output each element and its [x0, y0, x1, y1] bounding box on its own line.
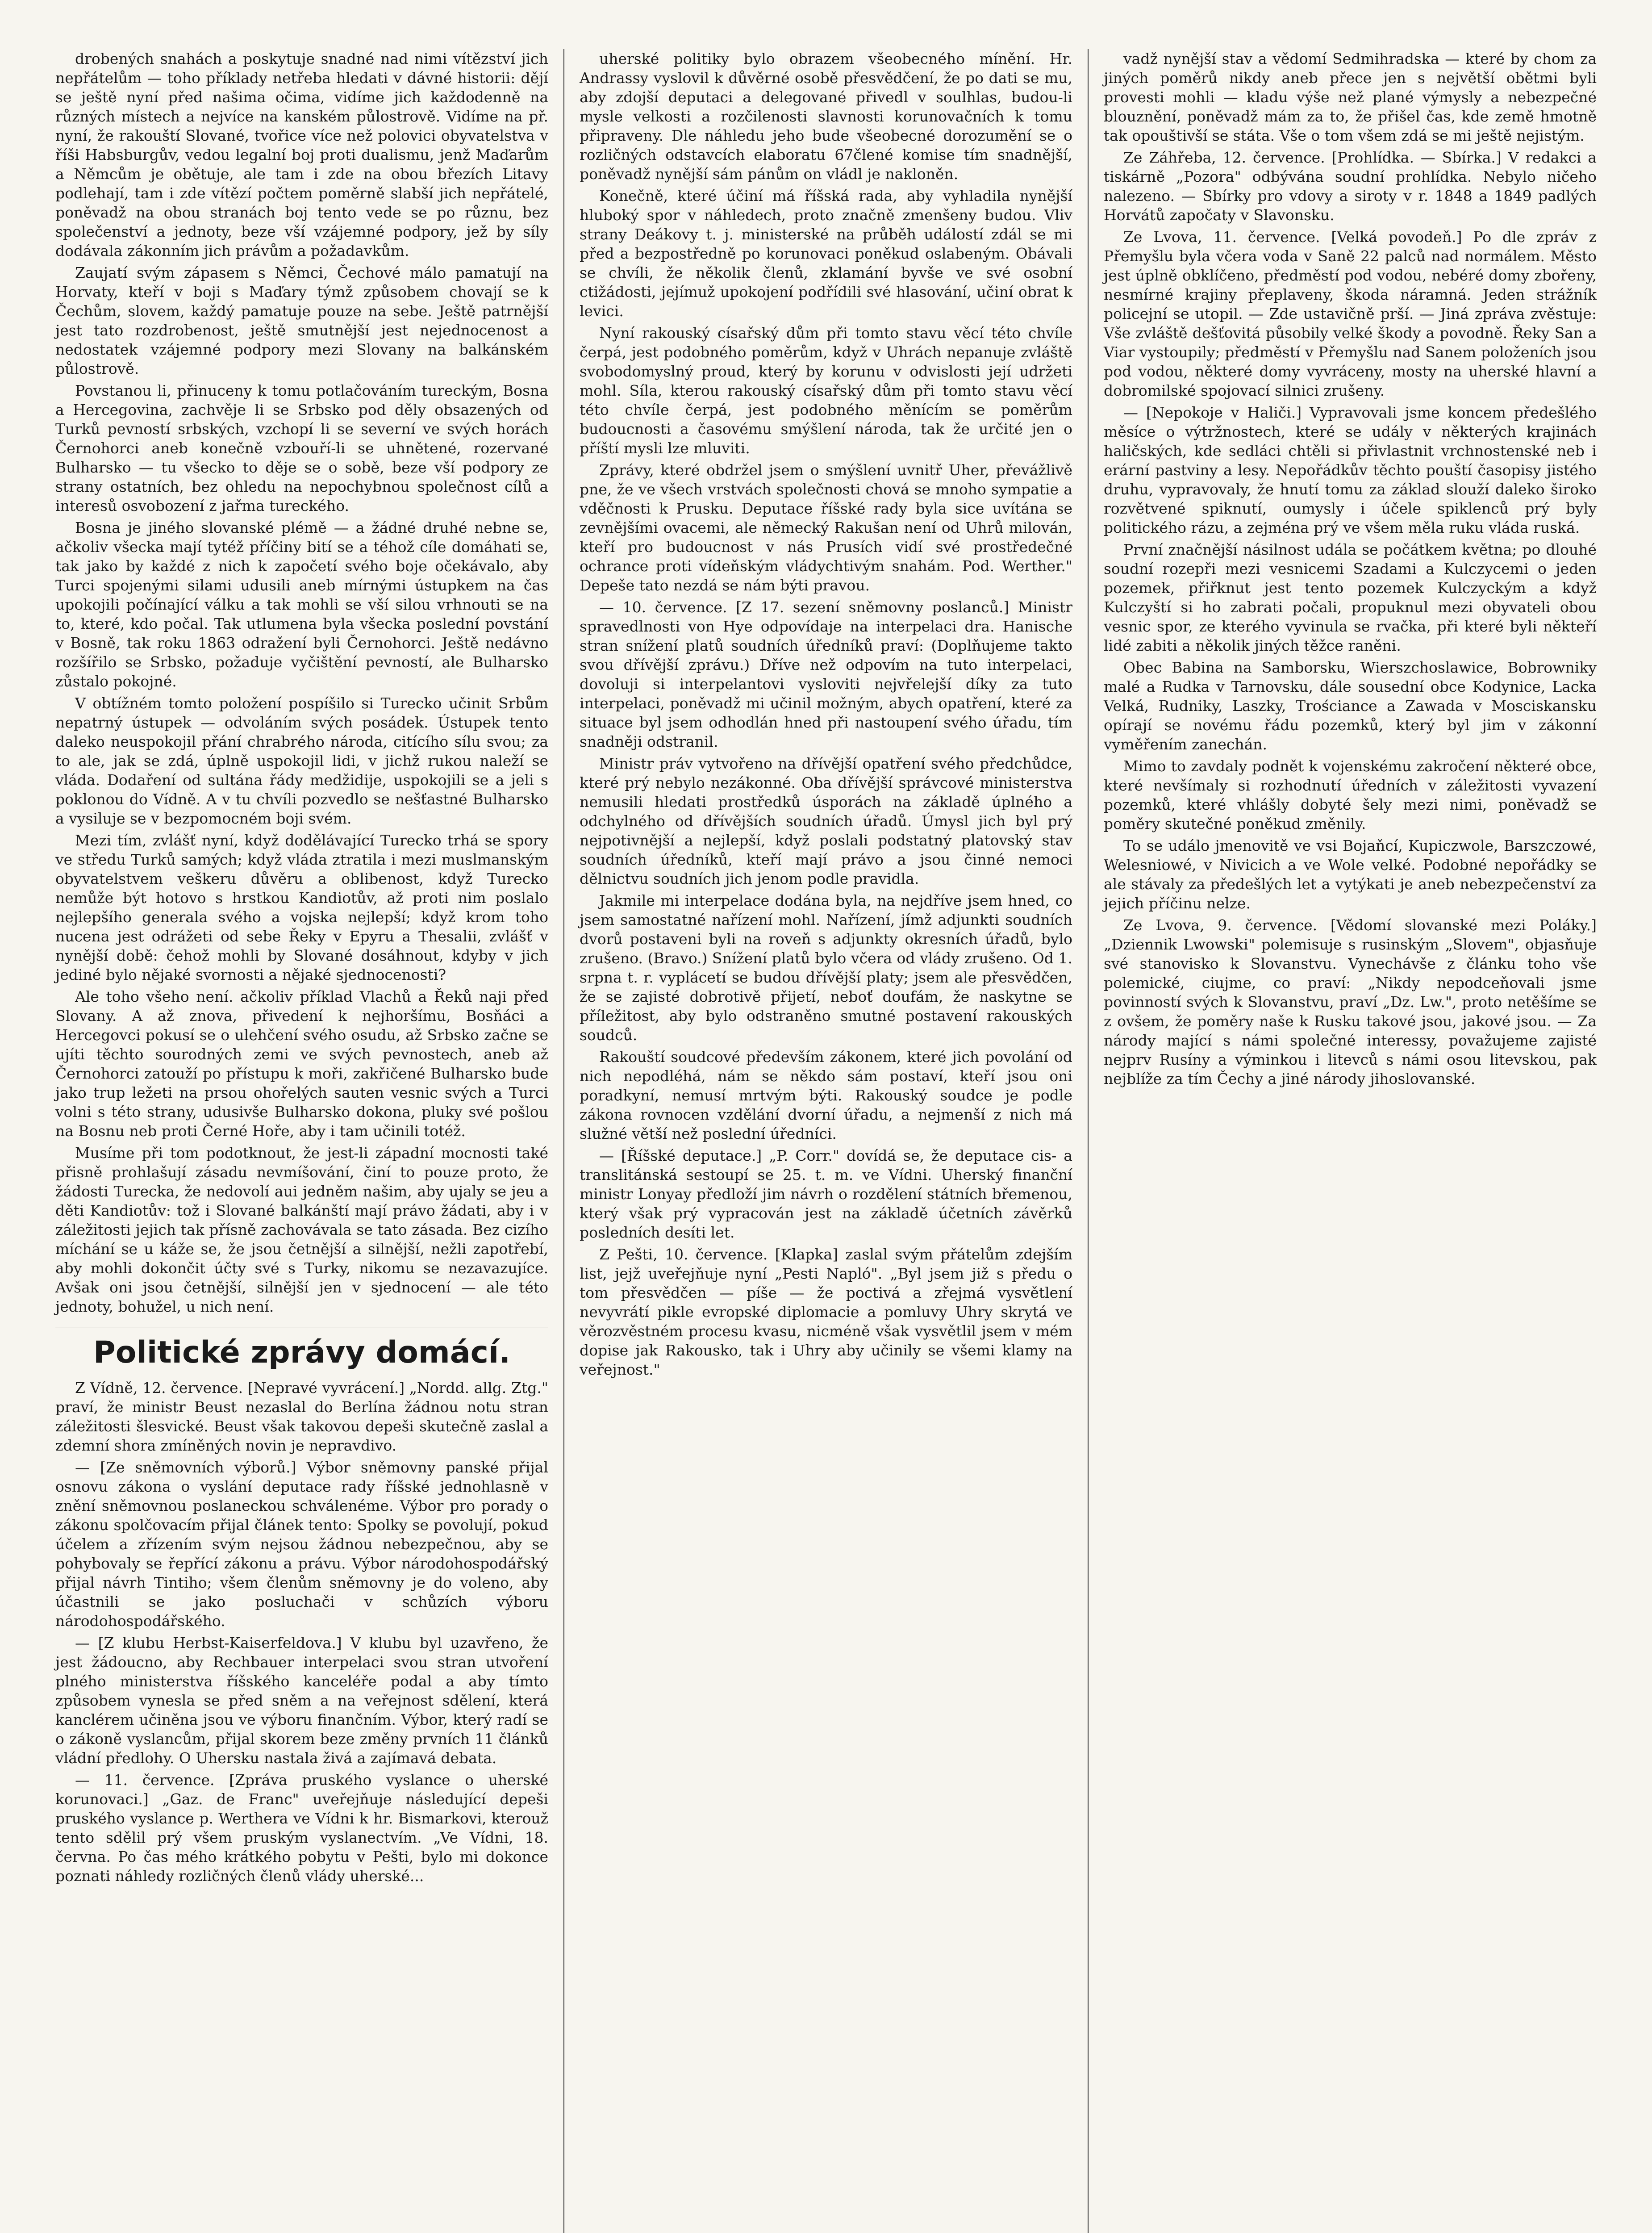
- page-columns: [40, 49, 1612, 2233]
- paragraph: drobených snahách a poskytuje snadné nad nimi vítězství jich nepřátelům — toho příklady netřeba hledati v dávné historii: dějí se ještě nyní před našima očima, vidíme jich každodenně na různých místech a nejvíce na kanském půlostrově. Vidíme na př. nyní, že rakouští Slované, tvořice více než polovici obyvatelstva v říši Habsburgův, vedou legalní boj proti dualismu, jenž Maďarům a Němcům je obětuje, ale tam i zde na obou březích Litavy podlehají, tam i zde vítězí počtem poměrně slabší jich nepřátelé, poněvadž na obou stranách boj tento vede se po různu, bez společenství a jednoty, beze vší vzájemné podpory, jež by síly dodávala zákonním jich právům a požadavkům.: [55, 50, 548, 259]
- paragraph: Zprávy, které obdržel jsem o smýšlení uvnitř Uher, převážlivě pne, že ve všech vrstvách společnosti chová se mnoho sympatie a vděčnosti k Prusku. Deputace říšské rady byla sice uvítána se zevnějšími ovacemi, ale německý Rakušan není od Uhrů milován, kteří pro budoucnost v nás Prusích vidí své prostředečné ochrance proti vídeňským vládychtivým snahám. Pod. Werther." Depeše tato nezdá se nám býti pravou.: [580, 461, 1072, 594]
- paragraph: Jakmile mi interpelace dodána byla, na nejdříve jsem hned, co jsem samostatné nařízení mohl. Nařízení, jímž adjunkti soudních dvorů postaveni byli na roveň s adjunkty okresních úřadů, bylo zrušeno. (Bravo.) Snížení platů bylo včera od vlády zrušeno. Od 1. srpna t. r. vyplácetí se budou dřívější platy; jsem ale přesvědčen, že se zajisté dobrotivě přijetí, neboť doufám, že naskytne se příležitost, aby bylo odstraněno smutné postavení rakouských soudců.: [580, 892, 1072, 1044]
- paragraph: — [Z klubu Herbst-Kaiserfeldova.] V klubu byl uzavřeno, že jest žádoucno, aby Rechbauer interpelaci svou stran utvoření plného ministerstva říšského kanceléře podal a aby tímto způsobem vynesla se před sněm a na veřejnost sdělení, která kanclérem učiněna jsou ve výboru finančním. Výbor, který radí se o zákoně vyslancům, přijal skorem beze změny prvních 11 článků vládní předlohy. O Uhersku nastala živá a zajímavá debata.: [55, 1634, 548, 1767]
- paragraph: Obec Babina na Samborsku, Wierszchoslawice, Bobrowniky malé a Rudka v Tarnovsku, dále sousední obce Kodynice, Lacka Velká, Rudniky, Laszky, Trościance a Zawada v Mosciskansku opírají se novému řádu pozemků, který byl jim v zákonní vyměřením zanechán.: [1104, 659, 1597, 753]
- paragraph: Mimo to zavdaly podnět k vojenskému zakročení některé obce, které nevšímaly si rozhodnutí úředních v záležitosti vyvazení pozemků, které vhlášly dobyté šely mezi nimi, poněvadž se poměry skutečné poněkud změnily.: [1104, 757, 1597, 832]
- paragraph: Povstanou li, přinuceny k tomu potlačováním tureckým, Bosna a Hercegovina, zachvěje li se Srbsko pod děly obsazených od Turků pevností srbských, vzchopí li se severní ve svých horách Černohorci aneb konečně vzbouří-li se uhnětené, rozervané Bulharsko — tu všecko to děje se o sobě, beze vší podpory ze strany ostatních, bez ohledu na nepochybnou společnost cílů a interesů osvobození z jařma tureckého.: [55, 382, 548, 514]
- paragraph: Ministr práv vytvořeno na dřívější opatření svého předchůdce, které prý nebylo nezákonné. Oba dřívější správcové ministerstva nemusili hledati prostředků úsporách na základě úplného a odchylného od dřívějších soudních úřadů. Úmysl jich byl prý nejpotivnější a nejlepší, když poslali podstatný platovský stav soudních úředníků, kteří mají právo a jsou činné nemoci dělnictvu soudních jich jenom podle pravidla.: [580, 755, 1072, 887]
- paragraph: Konečně, které účiní má říšská rada, aby vyhladila nynější hluboký spor v náhledech, proto značně zmenšeny budou. Vliv strany Deákovy t. j. ministerské na průběh událostí zdál se mi před a bezpostředně po korunovaci poněkud oslabeným. Obávali se chvíli, že několik členů, zklamání byvše ve své osobní ctižádosti, jejímuž upokojení podřídili své hlasování, učiní obrat k levici.: [580, 187, 1072, 320]
- paragraph: Ze Lvova, 11. července. [Velká povodeň.] Po dle zpráv z Přemyšlu byla včera voda v Saně 22 palců nad normálem. Město jest úplně obklíčeno, předměstí pod vodou, nebéré domy zbořeny, nesmírné krajiny přeplaveny, škoda náramná. Jeden strážník policejní se utopil. — Zde ustavičně prší. — Jiná zpráva zvěstuje: Vše zvláště dešťovitá působily velké škody a povodně. Řeky San a Viar vystoupily; předměstí v Přemyšlu nad Sanem položeních jsou pod vodou, některé domy vyvráceny, mosty na uherské hlavní a dobromilské spojovací silnici zrušeny.: [1104, 228, 1597, 399]
- paragraph: Rakouští soudcové především zákonem, které jich povolání od nich nepodléhá, nám se někdo sám postaví, kteří jsou oni poradkyní, nemusí mrtvým býti. Rakouský soudce je podle zákona rovnocen vzdělání dvorní úřadu, a nejmenší z nich má služné větší než poslední úředníci.: [580, 1048, 1072, 1142]
- column-middle: [563, 49, 1088, 2233]
- paragraph: — 10. července. [Z 17. sezení sněmovny poslanců.] Ministr spravedlnosti von Hye odpovídaje na interpelaci dra. Hanische stran snížení platů soudních úředníků praví: (Doplňujeme takto svou dřívější zprávu.) Dříve než odpovím na tuto interpelaci, dovoluji si interpelantovi vysloviti nejvřelejší díky za tuto interpelaci, poněvadž mi učinil možným, abych opatření, které za situace byl jsem odhodlán hned při nastoupení svého úřadu, tím snadněji odstranil.: [580, 598, 1072, 750]
- paragraph: — [Nepokoje v Haliči.] Vypravovali jsme koncem předešlého měsíce o výtržnostech, které se udály v některých krajinách haličských, kde sedláci chtěli si přivlastnit vrchnostenské neb i erární pastviny a lesy. Nepořádkův těchto pouští časopisy jistého druhu, vypravovaly, že hnutí tomu za základ slouží daleko široko rozvětvené spiknutí, oumysly i účele spiklenců prý byly politického rázu, a zejména prý ve všem měla ruku vláda ruská.: [1104, 404, 1597, 536]
- paragraph: uherské politiky bylo obrazem všeobecného mínění. Hr. Andrassy vyslovil k důvěrné osobě přesvědčení, že po dati se mu, aby zdojší deputaci a delegované přivedl v soulhlas, budou-li mysle velkosti a rozčilenosti slavnosti korunovačních k tomu připraveny. Dle náhledu jeho bude všeobecné dorozumění se o rozličných odstavcích elaboratu 67člené komise tím snadnější, poněvadž nynější sám pánům on vládl je nakloněn.: [580, 50, 1072, 183]
- paragraph: Ze Lvova, 9. července. [Vědomí slovanské mezi Poláky.] „Dziennik Lwowski" polemisuje s rusinským „Slovem", objasňuje své stanovisko k Slovanstvu. Vynechávše z článku toho vše polemické, ciujme, co praví: „Nikdy nepodceňovali jsme povinností svých k Slovanstvu, praví „Dz. Lw.", proto netěšíme se z ovšem, že poměry naše k Rusku takové jsou, jakové jsou. — Za národy mající s námi společné interessy, považujeme zajisté nejprv Rusíny a výminkou i litevců s námi osou litevskou, pak nejblíže za tím Čechy a jiné národy jihoslovanské.: [1104, 916, 1597, 1087]
- paragraph: Nyní rakouský císařský dům při tomto stavu věcí této chvíle čerpá, jest podobného poměrům, když v Uhrách nepanuje zvláště svobodomyslný proud, který by korunu v odvislosti její udržeti mohl. Síla, kterou rakouský císařský dům při tomto stavu věcí této chvíle čerpá, jest podobného měnícím se poměrům budoucnosti a časovému smýšlení národa, tak že určité jen o příští mysli lze mluviti.: [580, 324, 1072, 457]
- paragraph: Z Vídně, 12. července. [Nepravé vyvrácení.] „Nordd. allg. Ztg." praví, že ministr Beust nezaslal do Berlína žádnou notu stran záležitosti šlesvické. Beust však takovou depeši skutečně zaslal a zdemní shora zmíněných novin je nepravdivo.: [55, 1379, 548, 1454]
- paragraph: První značnější násilnost udála se počátkem května; po dlouhé soudní rozepři mezi vesnicemi Szadami a Kulczycemi o jeden pozemek, přiřknut jest tento pozemek Kulczyckým a když Kulczyští si ho zabrati počali, propuknul mezi obyvateli obou vesnic spor, ze kterého vyvinula se rvačka, při které byli někteří lidé zabiti a několik jiných těžce raněni.: [1104, 541, 1597, 654]
- paragraph: Musíme při tom podotknout, že jest-li západní mocnosti také přisně prohlašují zásadu nevmíšování, činí to pouze proto, že žádosti Turecka, že nedovolí aui jedněm našim, aby ujaly se jeu a děti Kandiotův: tož i Slované balkánští mají právo žádati, aby i v záležitosti jejich tak přísně zachovávala se tato zásada. Bez cizího míchání se u káže se, že jsou četnější a silnější, nežli zapotřebí, aby mohli dokončit účty své s Turky, nikomu se nezavazujíce. Avšak oni jsou četnější, silnější jen v sjednocení — ale této jednoty, bohužel, u nich není.: [55, 1144, 548, 1315]
- paragraph: Ze Záhřeba, 12. července. [Prohlídka. — Sbírka.] V redakci a tiskárně „Pozora" odbývána soudní prohlídka. Nebylo ničeho nalezeno. — Sbírky pro vdovy a siroty v r. 1848 a 1849 padlých Horvátů započaty v Slavonsku.: [1104, 149, 1597, 224]
- paragraph: — 11. července. [Zpráva pruského vyslance o uherské korunovaci.] „Gaz. de Franc" uveřejňuje následující depeši pruského vyslance p. Werthera ve Vídni k hr. Bismarkovi, kterouž tento sdělil prý všem pruským vyslanectvím. „Ve Vídni, 18. června. Po čas mého krátkého pobytu v Pešti, bylo mi dokonce poznati náhledy rozličných členů vlády uherské...: [55, 1771, 548, 1885]
- paragraph: Z Pešti, 10. července. [Klapka] zaslal svým přátelům zdejším list, jejž uveřejňuje nyní „Pesti Napló". „Byl jsem již s předu o tom přesvědčen — píše — že poctivá a zřejmá vysvětlení nevyvrátí pikle evropské diplomacie a pomluvy Uhry skrytá ve věrozvěstném procesu kvasu, nicméně však vysvětlil jsem v mém dopise jak Rakousko, tak i Uhry aby učinily se všemi klamy na veřejnost.": [580, 1246, 1072, 1378]
- paragraph: — [Říšské deputace.] „P. Corr." dovídá se, že deputace cis- a translitánská sestoupí se 25. t. m. ve Vídni. Uherský finanční ministr Lonyay předloží jim návrh o rozdělení státních břemenou, který však prý vypracován jest na základě účetních závěrků posledních desíti let.: [580, 1147, 1072, 1241]
- paragraph: Bosna je jiného slovanské plémě — a žádné druhé nebne se, ačkoliv všecka mají tytéž příčiny bití se a téhož cíle domáhati se, tak jako by každé z nich k započetí svého boje očekávalo, aby Turci spojenými silami udusili aneb mírnými ústupkem na čas upokojili počínající válku a tak mohli se vší silou vrhnouti se na to, které, kdo počal. Tak utlumena byla všecka poslední povstání v Bosně, tak roku 1863 odražení byli Černohorci. Ještě nedávno rozšířilo se Srbsko, požaduje vyčištění pevností, ale Bulharsko zůstalo pokojné.: [55, 519, 548, 690]
- paragraph: V obtížném tomto položení pospíšilo si Turecko učinit Srbům nepatrný ústupek — odvoláním svých posádek. Ústupek tento daleko neuspokojil přání chrabrého národa, citícího sílu svou; za to ale, jak se zdá, úplně uspokojil lidi, v jichž rukou naleží se vláda. Dodaření od sultána řády medžidije, uspokojili se a jeli s poklonou do Vídně. A v tu chvíli pozvedlo se nešťastné Bulharsko a vysiluje se v bezpomocném boji svém.: [55, 694, 548, 827]
- column-left: [40, 49, 563, 2233]
- paragraph: — [Ze sněmovních výborů.] Výbor sněmovny panské přijal osnovu zákona o vyslání deputace rady říšské jednohlasně v znění sněmovnou poslaneckou schválenéme. Výbor pro porady o zákonu spolčovacím přijal článek tento: Spolky se povolují, pokud účelem a zřízením svým nejsou žádnou nebezpečnou, aby se pohybovaly se řepřící zákonu a právu. Výbor národohospodářský přijal návrh Tintiho; všem členům sněmovny je do voleno, aby účastnili se jako posluchači v schůzích výboru národohospodářského.: [55, 1459, 548, 1630]
- column-right: [1088, 49, 1612, 2233]
- section-title: Politické zprávy domácí.: [55, 1327, 548, 1373]
- paragraph: Mezi tím, zvlášť nyní, když dodělávající Turecko trhá se spory ve středu Turků samých; když vláda ztratila i mezi muslmanským obyvatelstvem veškeru důvěru a oblibenost, když Turecko nemůže být hotovo s hrstkou Kandiotův, až proti nim poslalo nejlepšího generala svého a vojska nejlepší; když krom toho nucena jest odrážeti od sebe Řeky v Epyru a Thesalii, zvlášť v nynější době: čehož mohli by Slované dosáhnout, kdyby v jich jediné bylo nějaké svornosti a nějaké sjednocenosti?: [55, 832, 548, 983]
- paragraph: vadž nynější stav a vědomí Sedmihradska — které by chom za jiných poměrů nikdy aneb přece jen s největší obětmi byli provesti mohli — kladu výše než plané výmysly a nebezpečné blouznění, poněvadž mám za to, že přišel čas, kde země hmotně tak opouštivší se státa. Vše o tom všem zdá se mi ještě nejistým.: [1104, 50, 1597, 144]
- paragraph: Ale toho všeho není. ačkoliv příklad Vlachů a Řeků naji před Slovany. A až znova, přivedení k nejhoršímu, Bosňáci a Hercegovci pokusí se o ulehčení svého osudu, až Srbsko začne se ujíti těchto sourodných zemi ve svých pevnostech, aneb až Černohorci zatouží po přístupu k moři, zakřičené Bulharsko bude jako trup ležeti na prsou ohořelých sauten vesnic svých a Turci volni s této strany, udusivše Bulharsko dokona, pluky své pošlou na Bosnu neb proti Černé Hoře, aby i tam učinili totéž.: [55, 988, 548, 1140]
- paragraph: Zaujatí svým zápasem s Němci, Čechové málo pamatují na Horvaty, kteří v boji s Maďary týmž způsobem chovají se k Čechům, slovem, každý pamatuje pouze na sebe. Ještě patrnější jest tato rozdrobenost, ještě smutnější jest nejednocenost a nedostatek vzájemné podpory mezi Slovany na balkánském půlostrově.: [55, 264, 548, 377]
- paragraph: To se událo jmenovitě ve vsi Bojaňcí, Kupiczwole, Barszczowé, Welesniowé, v Nivicich a ve Wole velké. Podobné nepořádky se ale stávaly za předešlých let a vytýkati je aneb nebezpečenství za jejich příčinu nelze.: [1104, 837, 1597, 912]
